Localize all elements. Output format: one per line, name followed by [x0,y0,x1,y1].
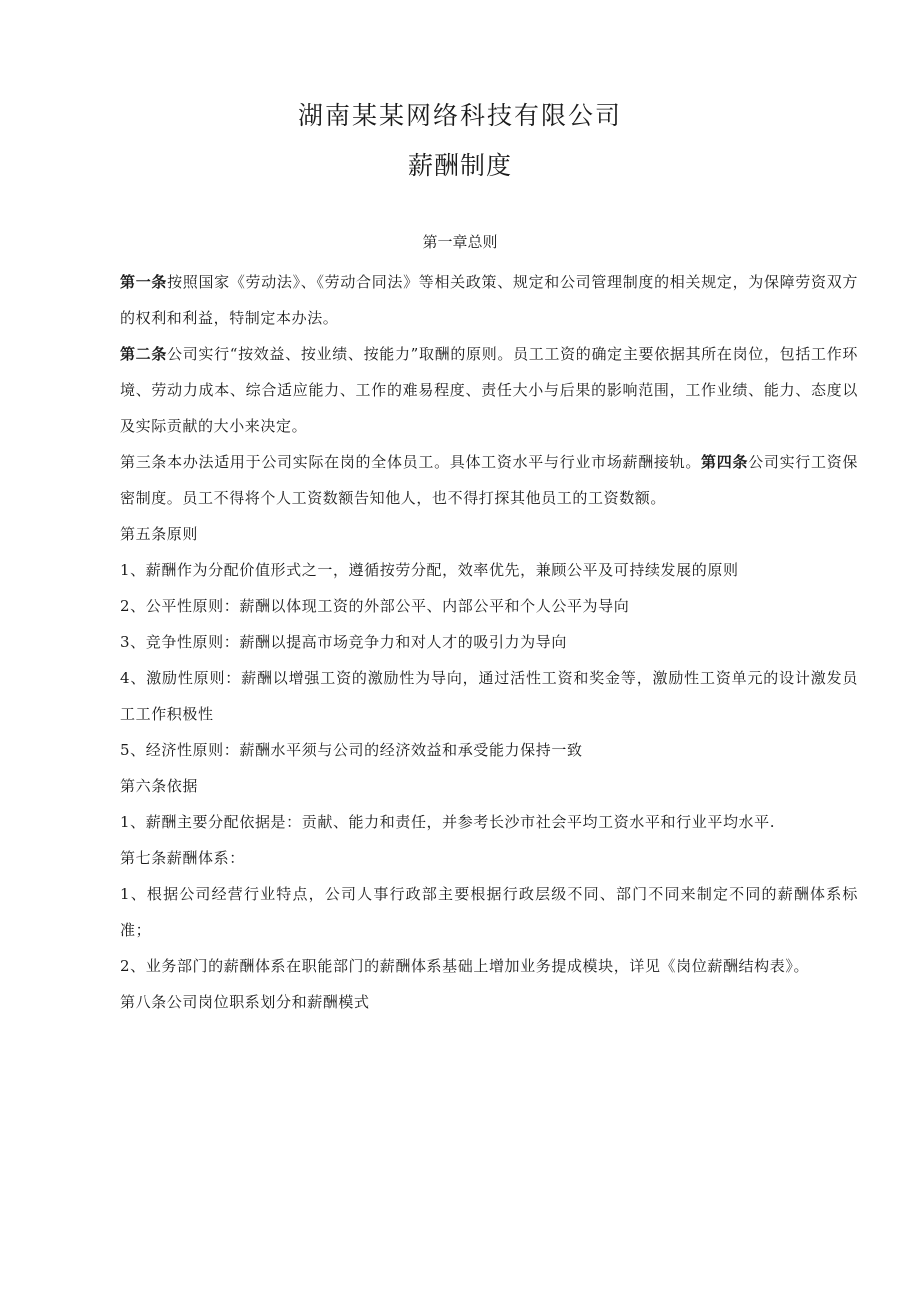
article-8-heading: 第八条公司岗位职系划分和薪酬模式 [120,993,370,1011]
list-item: 1、薪酬作为分配价值形式之一，遵循按劳分配，效率优先，兼顾公平及可持续发展的原则 [120,561,739,579]
list-item: 4、激励性原则：薪酬以增强工资的激励性为导向，通过活性工资和奖金等，激励性工资单元的设计激发员工工作积极性 [120,669,858,723]
article-2-label: 第二条 [120,345,168,363]
list-item: 1、薪酬主要分配依据是：贡献、能力和责任，并参考长沙市社会平均工资水平和行业平均水平. [120,813,776,831]
chapter-heading: 第一章总则 [422,233,498,251]
article-1 [120,264,858,336]
article-6-heading: 第六条依据 [120,777,199,795]
document-body [120,264,858,1020]
list-item: 1、根据公司经营行业特点，公司人事行政部主要根据行政层级不同、部门不同来制定不同的薪酬体系标准； [120,885,858,939]
article-7-heading: 第七条薪酬体系： [120,849,245,867]
article-3-4 [120,444,858,516]
article-1-label: 第一条 [120,273,168,291]
article-1-text: 按照国家《劳动法》、《劳动合同法》等相关政策、规定和公司管理制度的相关规定，为保障劳资双方的权利和利益，特制定本办法。 [120,273,858,327]
list-item: 2、公平性原则：薪酬以体现工资的外部公平、内部公平和个人公平为导向 [120,597,630,615]
article-4-text: 公司实行工资保密制度。员工不得将个人工资数额告知他人，也不得打探其他员工的工资数额。 [120,453,858,507]
article-4-label: 第四条 [701,453,749,471]
list-item: 5、经济性原则：薪酬水平须与公司的经济效益和承受能力保持一致 [120,741,583,759]
list-item: 2、业务部门的薪酬体系在职能部门的薪酬体系基础上增加业务提成模块，详见《岗位薪酬结构表》。 [120,957,810,975]
document-title: 薪酬制度 [407,151,512,180]
article-2 [120,336,858,444]
article-2-text: 公司实行“按效益、按业绩、按能力”取酬的原则。员工工资的确定主要依据其所在岗位，包括工作环境、劳动力成本、综合适应能力、工作的难易程度、责任大小与后果的影响范围，工作业绩、能力、态度以及实际贡献的大小来决定。 [120,345,858,435]
list-item: 3、竞争性原则：薪酬以提高市场竞争力和对人才的吸引力为导向 [120,633,567,651]
article-3-text: 第三条本办法适用于公司实际在岗的全体员工。具体工资水平与行业市场薪酬接轨。 [120,453,702,471]
company-title: 湖南某某网络科技有限公司 [297,101,622,130]
article-5-heading: 第五条原则 [120,525,199,543]
